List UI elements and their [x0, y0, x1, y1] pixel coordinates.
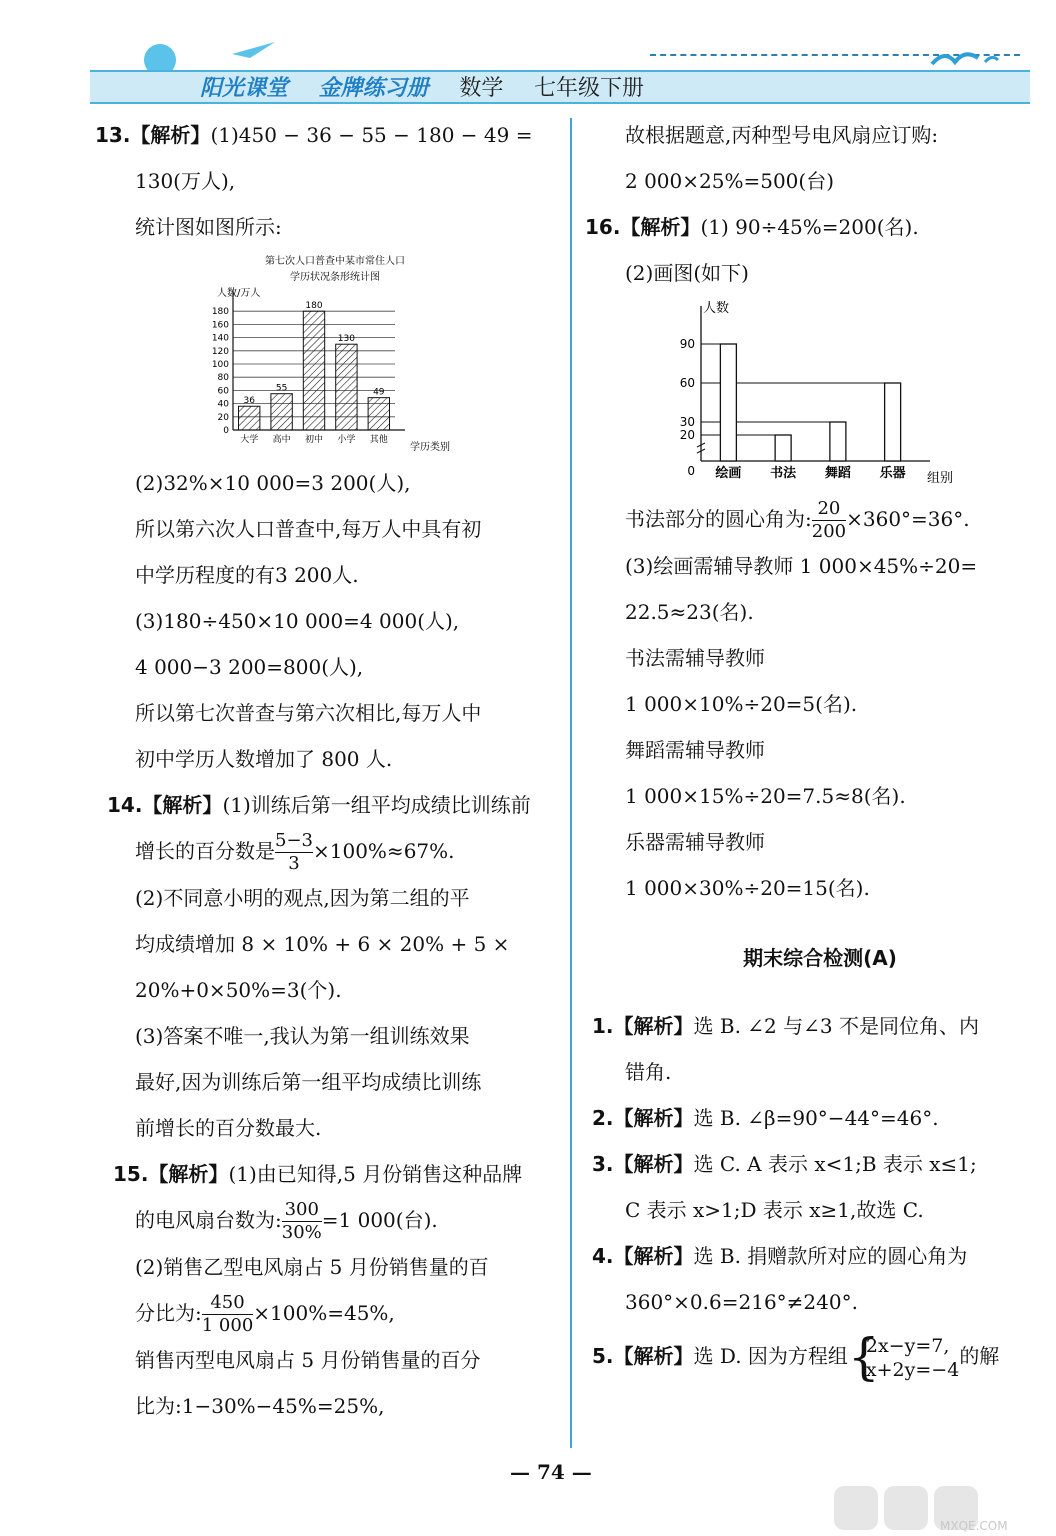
page-header [90, 40, 1030, 102]
q16-line10: 乐器需辅导教师 [625, 830, 765, 854]
q16-line9: 1 000×15%÷20=7.5≈8(名). [625, 784, 906, 808]
grade-title: 七年级下册 [533, 76, 644, 101]
watermark-logo [830, 1480, 1050, 1536]
q13-line8: 4 000−3 200=800(人), [135, 655, 364, 679]
a2-line1: 2.【解析】选 B. ∠β=90°−44°=46°. [592, 1106, 939, 1130]
q13-line4: (2)32%×10 000=3 200(人), [135, 471, 411, 495]
q13-line2: 130(万人), [135, 169, 236, 193]
q13-line6: 中学历程度的有3 200人. [135, 563, 359, 587]
q15-fraction1: $\frac{300}{30\%}$ [281, 1199, 322, 1243]
chart2-category-label: 书法 [770, 466, 797, 481]
chart1-ytick: 100 [211, 360, 229, 370]
q15c-line1: 故根据题意,丙种型号电风扇应订购: [625, 123, 939, 147]
chart2-ytick: 90 [679, 337, 695, 351]
chart2-bar-乐器 [885, 383, 901, 461]
q13-line7: (3)180÷450×10 000=4 000(人), [135, 609, 460, 633]
equation-system: { 2x−y=7, x+2y=−4 [847, 1327, 960, 1386]
chart1-bar-大学 [239, 406, 260, 430]
q14-line4: 均成绩增加 8 × 10% + 6 × 20% + 5 × [135, 932, 510, 956]
chart1-category-label: 小学 [337, 435, 356, 445]
chart1-category-label: 其他 [369, 435, 388, 445]
chart1-category-label: 初中 [304, 435, 324, 445]
q15-fraction2: $\frac{450}{1 000}$ [201, 1292, 254, 1336]
chart1-value-label: 36 [243, 396, 255, 407]
q15c-line2: 2 000×25%=500(台) [625, 169, 835, 193]
series-title: 阳光课堂 [200, 76, 289, 101]
chart1-subtitle: 学历状况条形统计图 [290, 272, 380, 283]
q16-line5: 22.5≈23(名). [625, 600, 754, 624]
q13-line1: 13.【解析】(1)450 − 36 − 55 − 180 − 49 = [95, 123, 533, 147]
chart1-bar-其他 [368, 398, 389, 430]
chart2-category-label: 绘画 [715, 466, 742, 481]
education-bar-chart [195, 250, 455, 460]
q14-line8: 前增长的百分数最大. [135, 1116, 322, 1140]
q13-line3: 统计图如图所示: [135, 215, 282, 239]
chart1-category-label: 大学 [240, 435, 259, 445]
chart2-bar-书法 [775, 435, 791, 461]
q16-line4: (3)绘画需辅导教师 1 000×45%÷20= [625, 554, 978, 578]
book-title: 金牌练习册 [318, 76, 429, 101]
left-column [95, 112, 565, 1429]
svg-text:MXQE.COM: MXQE.COM [940, 1519, 1008, 1533]
q14-line5: 20%+0×50%=3(个). [135, 978, 342, 1002]
chart2-xlabel: 组别 [927, 471, 954, 486]
chart1-ytick: 0 [223, 426, 229, 436]
q16-line3: 书法部分的圆心角为: $\frac{20}{200}$ ×360°=36°. [625, 498, 970, 542]
a1-line2: 错角. [625, 1060, 672, 1084]
a1-line1: 1.【解析】选 B. ∠2 与∠3 不是同位角、内 [592, 1014, 979, 1038]
chart1-value-label: 130 [337, 334, 355, 345]
chart2-category-label: 乐器 [879, 466, 906, 481]
activity-bar-chart [665, 296, 965, 496]
chart1-bar-初中 [303, 311, 324, 430]
q14-line6: (3)答案不唯一,我认为第一组训练效果 [135, 1024, 470, 1048]
a4-line2: 360°×0.6=216°≠240°. [625, 1290, 858, 1314]
a4-line1: 4.【解析】选 B. 捐赠款所对应的圆心角为 [592, 1244, 968, 1268]
q16-line11: 1 000×30%÷20=15(名). [625, 876, 870, 900]
q14-fraction: $\frac{5-3}{3}$ [275, 830, 313, 874]
chart1-ylabel: 人数/万人 [217, 288, 261, 299]
chart1-ytick: 120 [211, 346, 229, 357]
chart1-bar-高中 [271, 394, 292, 430]
q14-line3: (2)不同意小明的观点,因为第二组的平 [135, 886, 470, 910]
chart2-ylabel: 人数 [703, 301, 730, 316]
chart1-ytick: 160 [211, 320, 229, 331]
chart2-ytick: 20 [679, 428, 695, 442]
chart1-value-label: 55 [275, 383, 288, 394]
chart1-value-label: 180 [305, 301, 323, 312]
chart2-bar-绘画 [720, 344, 736, 461]
q16-line8: 舞蹈需辅导教师 [625, 738, 765, 762]
q15-line6: 比为:1−30%−45%=25%, [135, 1394, 385, 1418]
q14-line2: 增长的百分数是 $\frac{5-3}{3}$ ×100%≈67%. [135, 830, 455, 874]
page-number: — 74 — [510, 1460, 592, 1484]
chart2-ytick: 0 [687, 464, 695, 478]
q13-line10: 初中学历人数增加了 800 人. [135, 747, 393, 771]
q14-line7: 最好,因为训练后第一组平均成绩比训练 [135, 1070, 482, 1094]
chart2-category-label: 舞蹈 [824, 466, 851, 481]
q13-line9: 所以第七次普查与第六次相比,每万人中 [135, 701, 482, 725]
chart2-ytick: 30 [679, 415, 695, 429]
q16-line1: 16.【解析】(1) 90÷45%=200(名). [585, 215, 919, 239]
q16-line6: 书法需辅导教师 [625, 646, 765, 670]
q15-line2: 的电风扇台数为: $\frac{300}{30\%}$ =1 000(台). [135, 1199, 438, 1243]
q16-line7: 1 000×10%÷20=5(名). [625, 692, 858, 716]
a3-line1: 3.【解析】选 C. A 表示 x<1;B 表示 x≤1; [592, 1152, 977, 1176]
birds-icon [930, 44, 1010, 74]
chart2-ytick: 60 [679, 376, 695, 390]
subject-title: 数学 [459, 76, 504, 101]
chart1-ytick: 140 [211, 333, 229, 344]
chart1-value-label: 49 [373, 387, 385, 398]
chart1-ytick: 80 [217, 373, 229, 384]
chart1-category-label: 高中 [272, 435, 291, 445]
a3-line2: C 表示 x>1;D 表示 x≥1,故选 C. [625, 1198, 924, 1222]
chart2-bar-舞蹈 [830, 422, 846, 461]
q15-line1: 15.【解析】(1)由已知得,5 月份销售这种品牌 [113, 1162, 523, 1186]
q16-fraction: $\frac{20}{200}$ [811, 498, 847, 542]
a5-line1: 5.【解析】选 D. 因为方程组 { 2x−y=7, x+2y=−4 的解 [592, 1327, 1000, 1386]
chart1-ytick: 40 [217, 399, 229, 410]
chart1-ytick: 20 [217, 412, 229, 423]
q14-line1: 14.【解析】(1)训练后第一组平均成绩比训练前 [107, 793, 531, 817]
chart1-ytick: 180 [211, 307, 229, 318]
chart1-title: 第七次人口普查中某市常住人口 [265, 256, 405, 267]
paper-plane-icon [230, 40, 280, 60]
chart1-ytick: 60 [217, 386, 229, 397]
chart1-xlabel: 学历类别 [410, 442, 450, 453]
right-column [585, 112, 1045, 1386]
chart1-bar-小学 [336, 344, 357, 430]
q15-line3: (2)销售乙型电风扇占 5 月份销售量的百 [135, 1255, 489, 1279]
column-divider [570, 118, 572, 1448]
q15-line4: 分比为: $\frac{450}{1 000}$ ×100%=45%, [135, 1292, 395, 1336]
q13-line5: 所以第六次人口普查中,每万人中具有初 [135, 517, 482, 541]
q15-line5: 销售丙型电风扇占 5 月份销售量的百分 [135, 1348, 481, 1372]
final-exam-heading: 期末综合检测(A) [743, 946, 897, 970]
q16-line2: (2)画图(如下) [625, 261, 749, 285]
